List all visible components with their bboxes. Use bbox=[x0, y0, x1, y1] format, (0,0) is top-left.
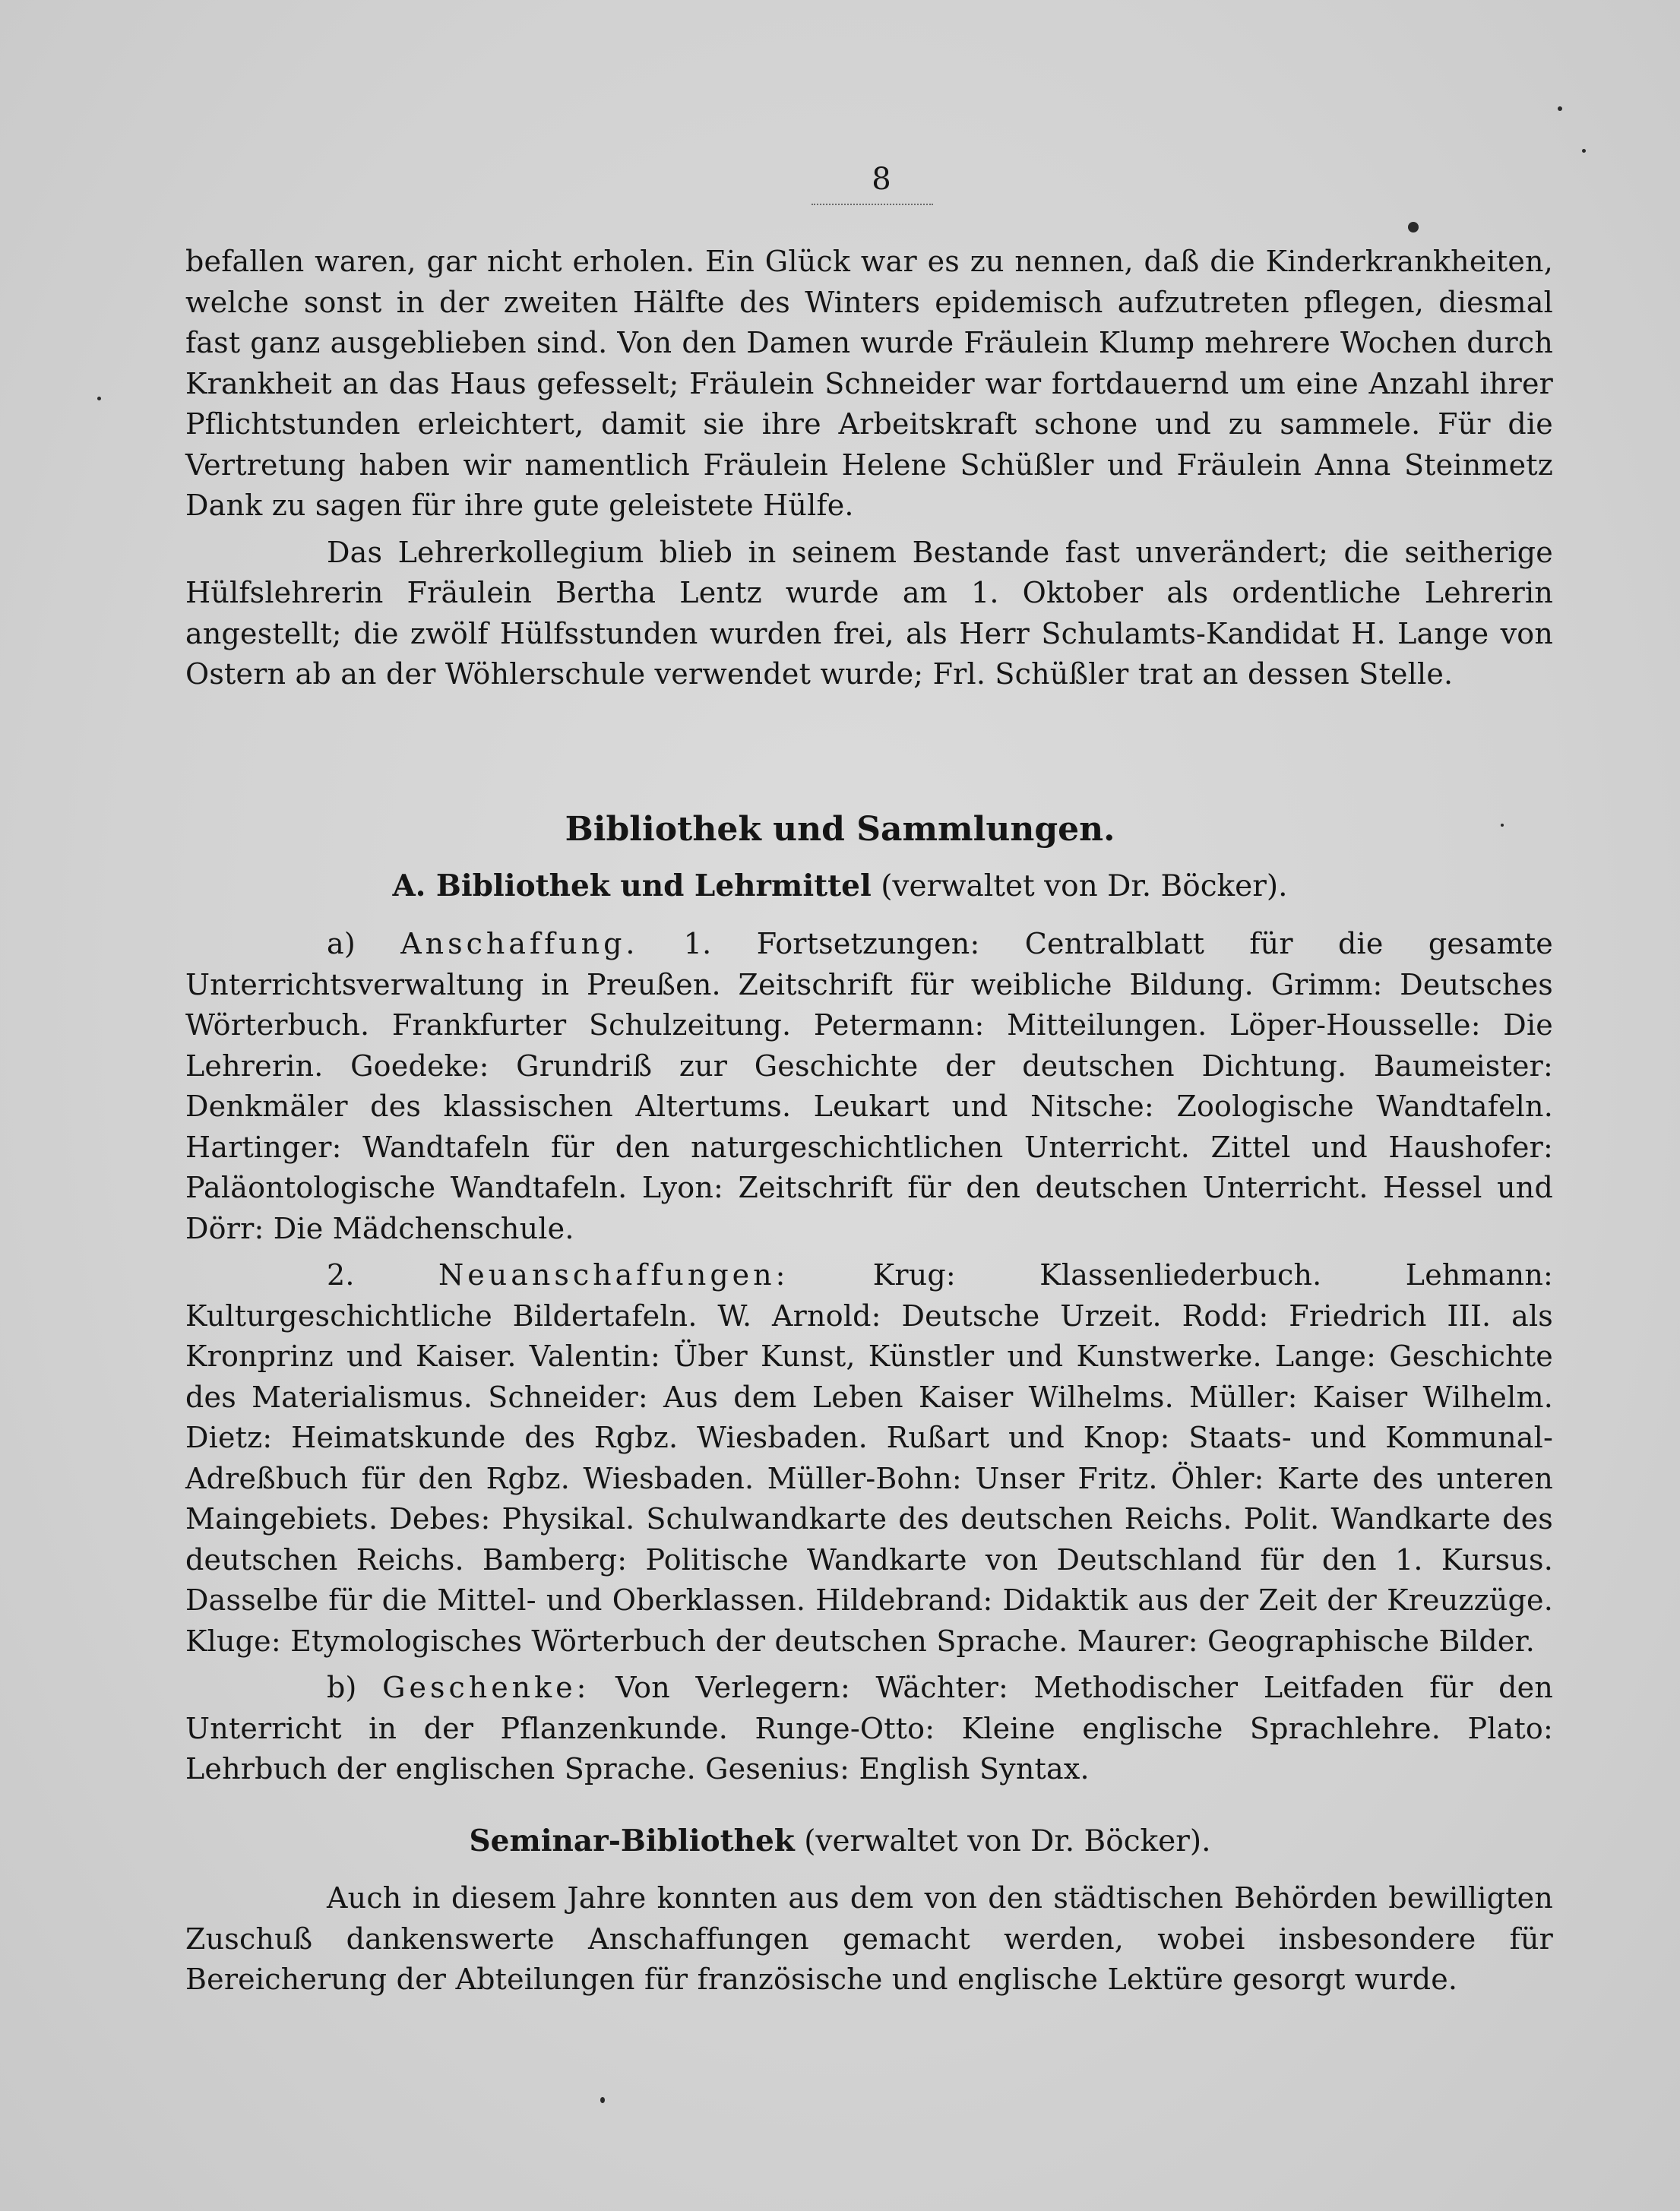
intro-paragraph: befallen waren, gar nicht erholen. Ein Glück war es zu nennen, daß die Kinderkrankheiten, welche sonst in der zweiten Hälfte des Winters epidemisch aufzutreten pflegen, diesmal fast ganz ausgeblieben sind. Von den Damen wurde Fräulein Klump mehrere Wochen durch Krankheit an das Haus gefesselt; Fräulein Schneider war fortdauernd um eine Anzahl ihrer Pflichtstunden erleichtert, damit sie ihre Arbeitskraft schone und zu sammele. Für die Vertretung haben wir namentlich Fräulein Helene Schüßler und Fräulein Anna Steinmetz Dank zu sagen für ihre gute geleistete Hülfe. bbox=[185, 245, 1553, 522]
new-acquisitions-label: 2. bbox=[327, 1258, 355, 1292]
subsection-a-heading bbox=[0, 865, 1680, 908]
scan-speck bbox=[1408, 222, 1419, 232]
new-acquisitions-paragraph bbox=[185, 1255, 1553, 1662]
page-number-rule bbox=[812, 204, 933, 205]
scan-speck bbox=[97, 397, 101, 400]
gifts-paragraph bbox=[185, 1668, 1553, 1790]
page-number: 8 bbox=[872, 162, 891, 197]
seminar-section bbox=[185, 1878, 1553, 2001]
intro-section bbox=[185, 242, 1553, 695]
gifts-heading: Geschenke: bbox=[382, 1671, 590, 1704]
seminar-title: Seminar-Bibliothek bbox=[469, 1824, 795, 1858]
acquisition-paragraph bbox=[185, 924, 1553, 1249]
scan-speck bbox=[1558, 106, 1562, 111]
gifts-text: Von Verlegern: Wächter: Methodischer Leitfaden für den Unterricht in der Pflanzenkunde. Runge-Otto: Kleine englische Sprachlehre. Plato: Lehrbuch der englischen Sprache. Gesenius: English Syntax. bbox=[185, 1671, 1554, 1786]
new-acquisitions-heading: Neuanschaffungen: bbox=[438, 1258, 789, 1292]
subsection-a-title: A. Bibliothek und Lehrmittel bbox=[392, 868, 872, 903]
seminar-paragraph: Auch in diesem Jahre konnten aus dem von den städtischen Behörden bewilligten Zuschuß dankenswerte Anschaffungen gemacht werden, wobei insbesondere für Bereicherung der Abteilungen für französische und englische Lektüre gesorgt wurde. bbox=[185, 1881, 1553, 1996]
intro-paragraph: Das Lehrerkollegium blieb in seinem Bestande fast unverändert; die seitherige Hülfslehrerin Fräulein Bertha Lentz wurde am 1. Oktober als ordentliche Lehrerin angestellt; die zwölf Hülfsstunden wurden frei, als Herr Schulamts-Kandidat H. Lange von Ostern ab an der Wöhlerschule verwendet wurde; Frl. Schüßler trat an dessen Stelle. bbox=[185, 535, 1553, 691]
library-section bbox=[185, 924, 1553, 1790]
section-title: Bibliothek und Sammlungen. bbox=[565, 810, 1115, 849]
seminar-note: (verwaltet von Dr. Böcker). bbox=[804, 1824, 1211, 1858]
new-acquisitions-text: Krug: Klassenliederbuch. Lehmann: Kulturgeschichtliche Bildertafeln. W. Arnold: Deutsche Urzeit. Rodd: Friedrich III. als Kronprinz und Kaiser. Valentin: Über Kunst, Künstler und Kunstwerke. Lange: Geschichte des Materialismus. Schneider: Aus dem Leben Kaiser Wilhelms. Müller: Kaiser Wilhelm. Dietz: Heimatskunde des Rgbz. Wiesbaden. Rußart und Knop: Staats- und Kommunal-Adreßbuch für den Rgbz. Wiesbaden. Müller-Bohn: Unser Fritz. Öhler: Karte des unteren Maingebiets. Debes: Physikal. Schulwandkarte des deutschen Reichs. Polit. Wandkarte des deutschen Reichs. Bamberg: Politische Wandkarte von Deutschland für den 1. Kursus. Dasselbe für die Mittel- und Oberklassen. Hildebrand: Didaktik aus der Zeit der Kreuzzüge. Kluge: Etymologisches Wörterbuch der deutschen Sprache. Maurer: Geographische Bilder. bbox=[185, 1258, 1553, 1658]
subsection-a-note: (verwaltet von Dr. Böcker). bbox=[881, 869, 1288, 903]
gifts-label: b) bbox=[327, 1671, 357, 1704]
acquisition-heading: Anschaffung. bbox=[400, 927, 639, 960]
seminar-heading bbox=[0, 1820, 1680, 1863]
scan-speck bbox=[600, 2097, 605, 2103]
acquisition-text: 1. Fortsetzungen: Centralblatt für die gesamte Unterrichtsverwaltung in Preußen. Zeitschrift für weibliche Bildung. Grimm: Deutsches Wörterbuch. Frankfurter Schulzeitung. Petermann: Mitteilungen. Löper-Housselle: Die Lehrerin. Goedeke: Grundriß zur Geschichte der deutschen Dichtung. Baumeister: Denkmäler des klassischen Altertums. Leukart und Nitsche: Zoologische Wandtafeln. Hartinger: Wandtafeln für den naturgeschichtlichen Unterricht. Zittel und Haushofer: Paläontologische Wandtafeln. Lyon: Zeitschrift für den deutschen Unterricht. Hessel und Dörr: Die Mädchenschule. bbox=[185, 927, 1553, 1245]
acquisition-label: a) bbox=[327, 927, 356, 960]
scan-speck bbox=[1582, 149, 1586, 153]
